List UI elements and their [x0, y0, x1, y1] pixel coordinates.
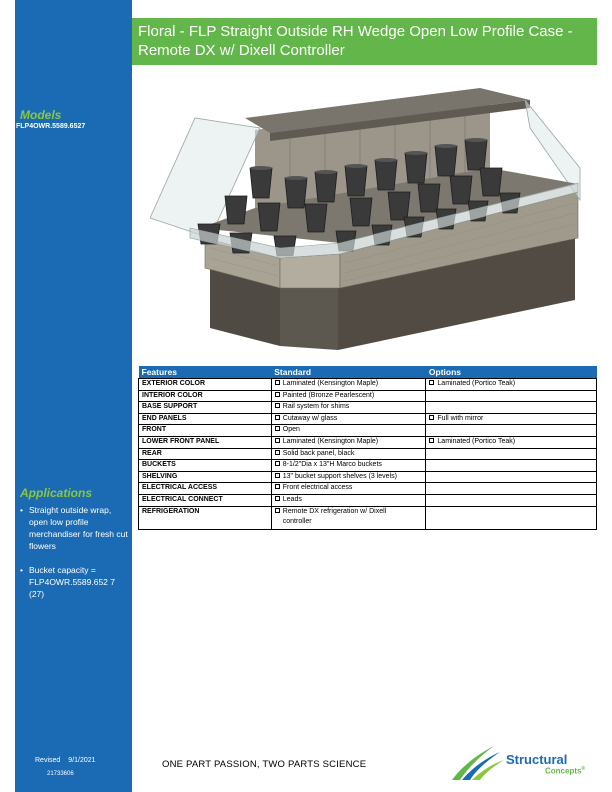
standard-cell: 13" bucket support shelves (3 levels) — [271, 471, 426, 483]
table-row — [139, 390, 597, 402]
structural-concepts-logo — [448, 744, 598, 784]
feature-cell: BUCKETS — [139, 460, 272, 472]
checkbox-icon — [275, 415, 280, 420]
standard-cell: Remote DX refrigeration w/ Dixell controller — [271, 506, 426, 529]
table-row — [139, 436, 597, 448]
options-cell — [426, 448, 597, 460]
page-title: Floral - FLP Straight Outside RH Wedge Open Low Profile Case - Remote DX w/ Dixell Controller — [138, 23, 573, 59]
table-row — [139, 448, 597, 460]
checkbox-icon — [275, 426, 280, 431]
table-header-row — [139, 366, 597, 379]
feature-cell: ELECTRICAL ACCESS — [139, 483, 272, 495]
options-cell — [426, 460, 597, 472]
checkbox-icon — [275, 496, 280, 501]
checkbox-icon — [275, 392, 280, 397]
standard-cell: Front electrical access — [271, 483, 426, 495]
feature-cell: BASE SUPPORT — [139, 402, 272, 414]
options-cell: Laminated (Portico Teak) — [426, 436, 597, 448]
table-row — [139, 460, 597, 472]
checkbox-icon — [275, 380, 280, 385]
standard-cell: 8-1/2"Dia x 13"H Marco buckets — [271, 460, 426, 472]
column-header-standard: Standard — [271, 366, 426, 379]
standard-cell: Rail system for shims — [271, 402, 426, 414]
standard-cell: Cutaway w/ glass — [271, 413, 426, 425]
header-banner — [132, 18, 597, 65]
lower-panel-front — [280, 254, 340, 288]
checkbox-icon — [275, 508, 280, 513]
feature-cell: EXTERIOR COLOR — [139, 379, 272, 391]
checkbox-icon — [429, 380, 434, 385]
standard-cell: Laminated (Kensington Maple) — [271, 379, 426, 391]
table-row — [139, 494, 597, 506]
options-cell: Full with mirror — [426, 413, 597, 425]
table-row — [139, 506, 597, 529]
options-cell — [426, 471, 597, 483]
column-header-features: Features — [139, 366, 272, 379]
revised-label: Revised — [35, 757, 61, 764]
options-cell — [426, 494, 597, 506]
standard-cell: Solid back panel, black — [271, 448, 426, 460]
product-illustration — [150, 88, 590, 360]
options-cell — [426, 483, 597, 495]
options-cell — [426, 506, 597, 529]
applications-list — [20, 504, 130, 612]
feature-cell: LOWER FRONT PANEL — [139, 436, 272, 448]
options-cell: Laminated (Portico Teak) — [426, 379, 597, 391]
feature-cell: REFRIGERATION — [139, 506, 272, 529]
models-heading: Models — [20, 108, 62, 122]
feature-cell: END PANELS — [139, 413, 272, 425]
checkbox-icon — [275, 438, 280, 443]
checkbox-icon — [275, 473, 280, 478]
options-cell — [426, 425, 597, 437]
table-row — [139, 471, 597, 483]
standard-cell: Painted (Bronze Pearlescent) — [271, 390, 426, 402]
revised-info — [35, 757, 96, 764]
table-row — [139, 402, 597, 414]
table-row — [139, 483, 597, 495]
document-number: 21733606 — [47, 771, 74, 777]
feature-cell: SHELVING — [139, 471, 272, 483]
checkbox-icon — [275, 403, 280, 408]
revised-date: 9/1/2021 — [68, 757, 96, 764]
swoosh-icon — [448, 744, 508, 784]
features-table — [138, 366, 597, 530]
options-cell — [426, 390, 597, 402]
tagline: ONE PART PASSION, TWO PARTS SCIENCE — [162, 759, 367, 770]
standard-cell: Leads — [271, 494, 426, 506]
feature-cell: REAR — [139, 448, 272, 460]
checkbox-icon — [275, 450, 280, 455]
logo-brand-text: Structural — [506, 752, 568, 767]
standard-cell: Laminated (Kensington Maple) — [271, 436, 426, 448]
table-row — [139, 425, 597, 437]
application-item: • Bucket capacity = FLP4OWR.5589.652 7 (27) — [20, 564, 130, 600]
feature-cell: FRONT — [139, 425, 272, 437]
checkbox-icon — [429, 415, 434, 420]
table-row — [139, 413, 597, 425]
feature-cell: ELECTRICAL CONNECT — [139, 494, 272, 506]
logo-sub-text: Concepts® — [545, 766, 586, 776]
applications-heading: Applications — [20, 486, 93, 500]
column-header-options: Options — [426, 366, 597, 379]
checkbox-icon — [275, 484, 280, 489]
options-cell — [426, 402, 597, 414]
application-item: • Straight outside wrap, open low profile merchandiser for fresh cut flowers — [20, 504, 130, 552]
checkbox-icon — [275, 461, 280, 466]
checkbox-icon — [429, 438, 434, 443]
table-row — [139, 379, 597, 391]
feature-cell: INTERIOR COLOR — [139, 390, 272, 402]
standard-cell: Open — [271, 425, 426, 437]
model-number: FLP4OWR.5589.6527 — [16, 123, 86, 130]
